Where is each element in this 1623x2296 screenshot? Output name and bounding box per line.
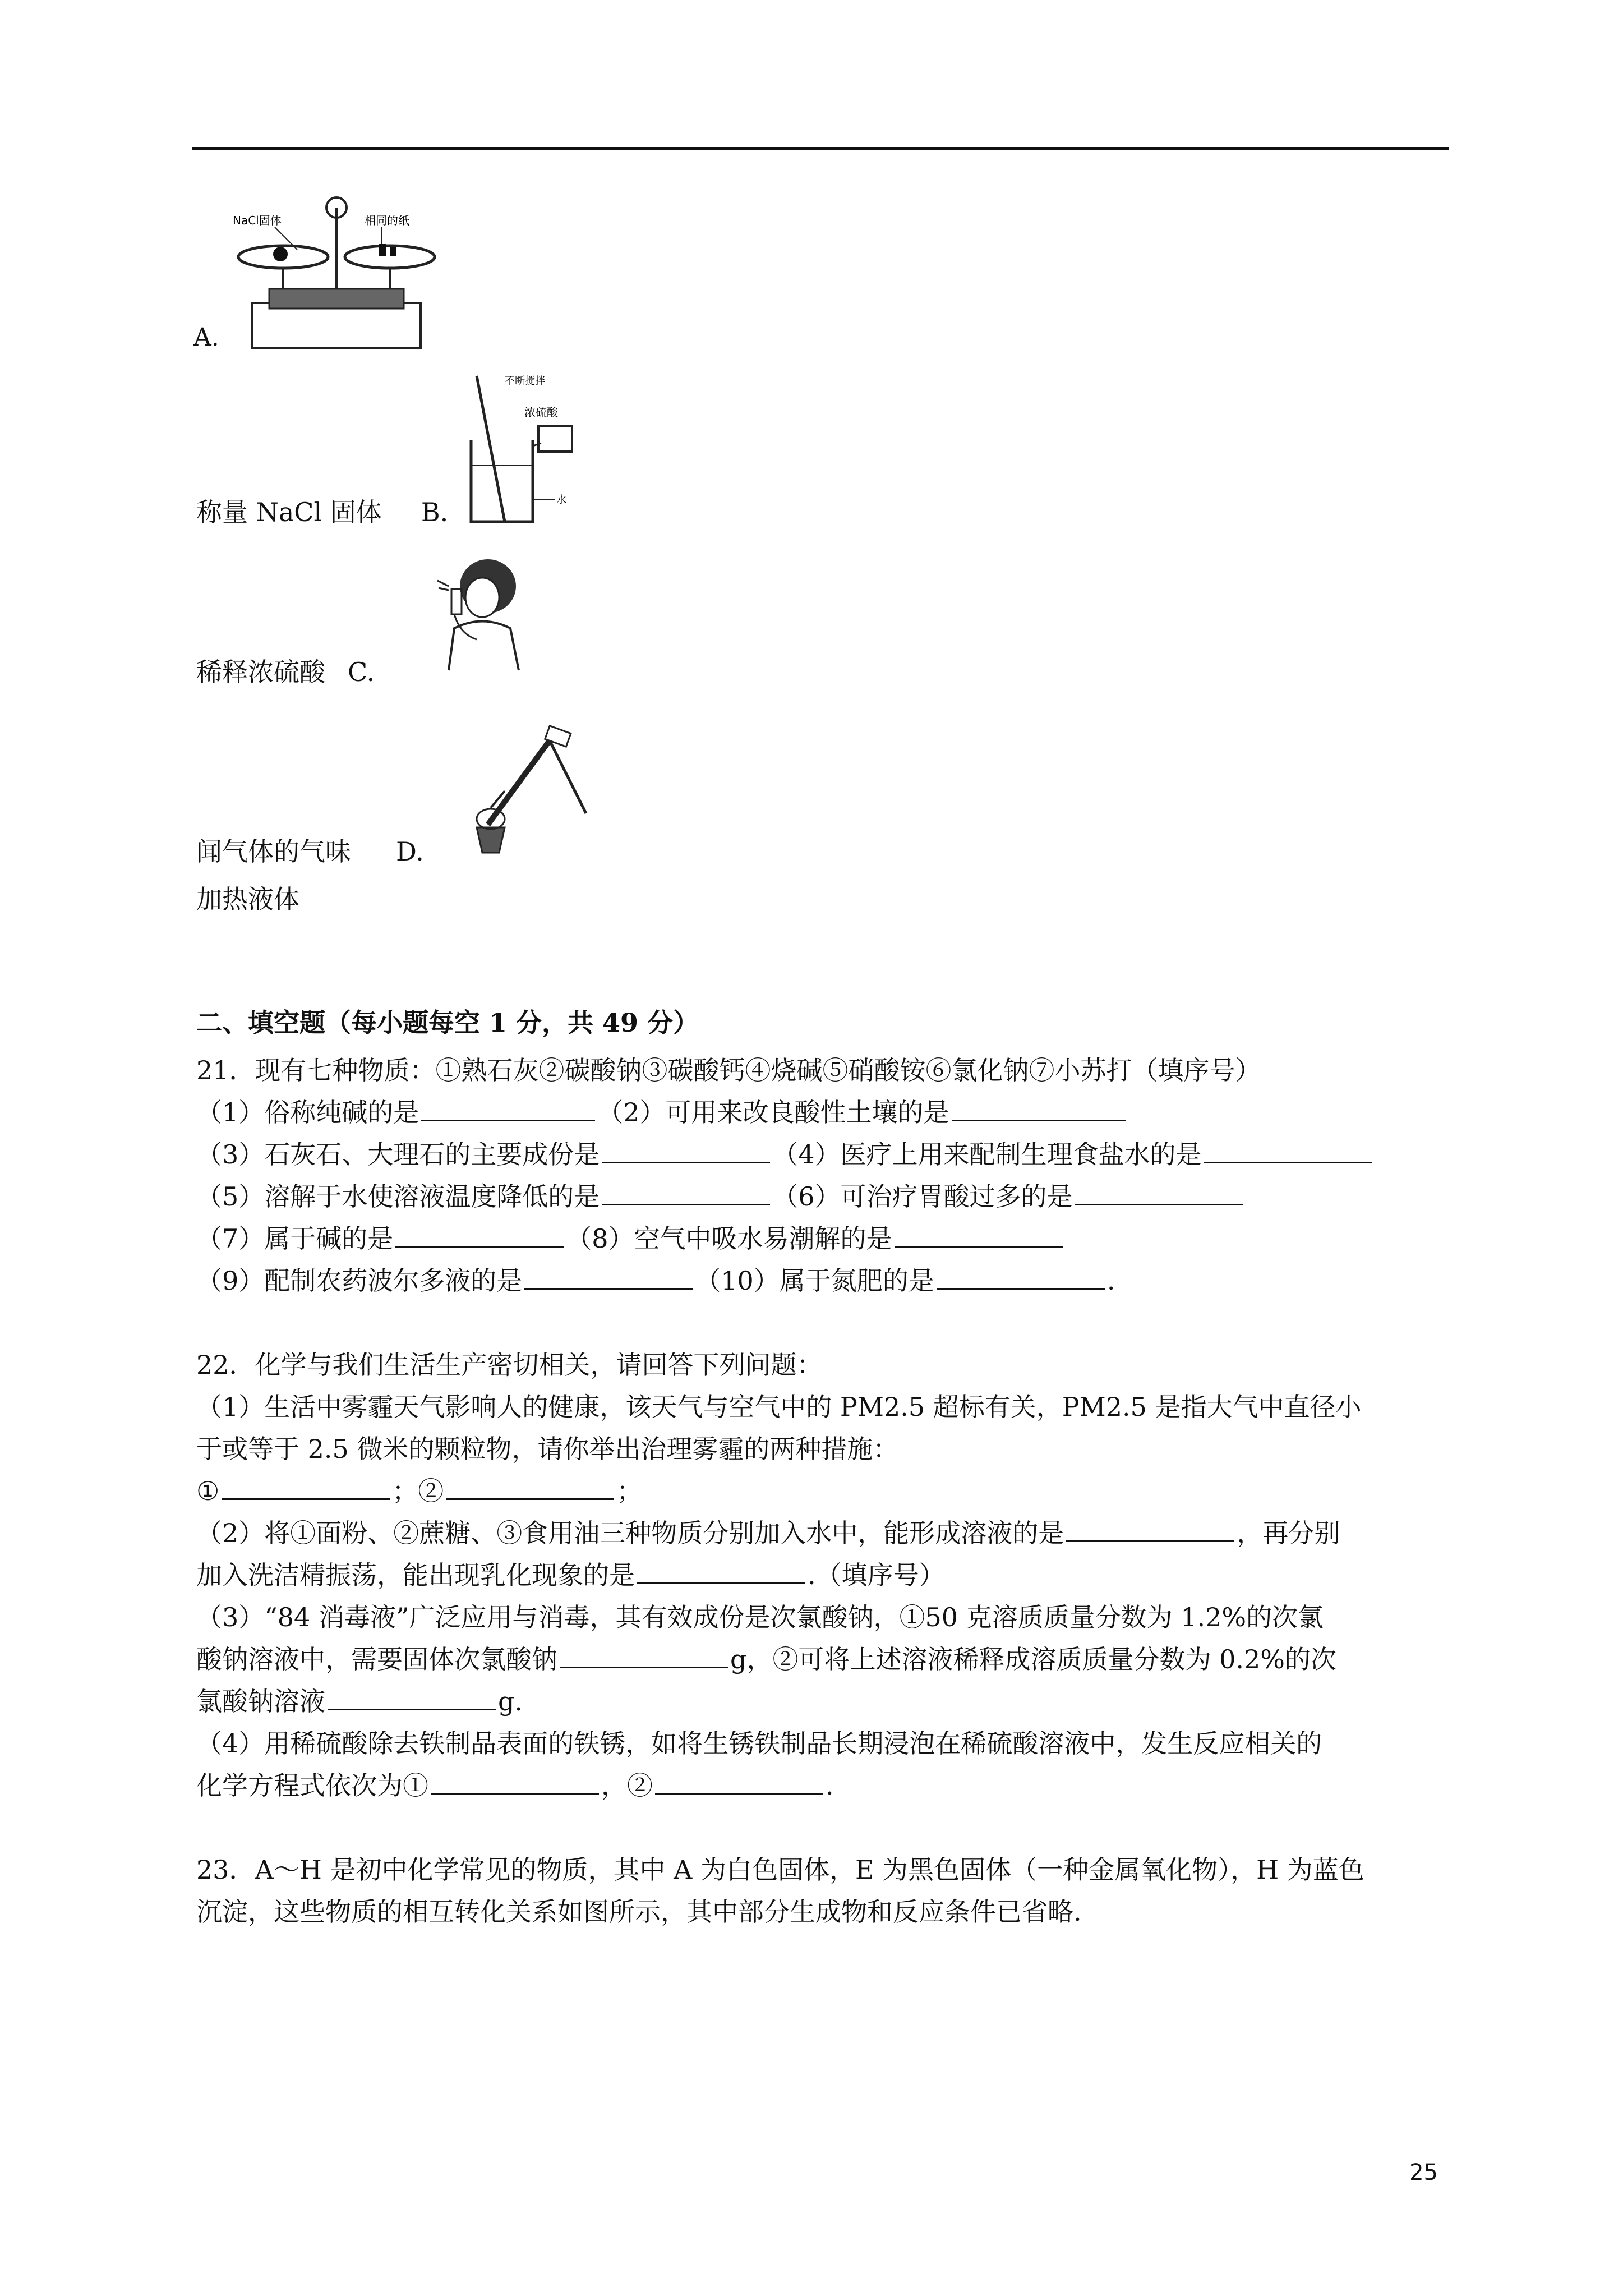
option-b-caption: 稀释浓硫酸 [196,657,325,687]
section-2-heading: 二、填空题（每小题每空 1 分，共 49 分） [196,1007,699,1038]
q21-blank-7[interactable] [395,1245,564,1248]
fig-a-label-right: 相同的纸 [365,214,409,227]
q21-blank-9[interactable] [524,1287,693,1290]
q21-blank-8[interactable] [895,1245,1063,1248]
page-number: 25 [1409,2160,1438,2185]
q22-s2-line2: 加入洗洁精振荡，能出现乳化现象的是 [196,1560,635,1590]
q23-line1: 23．A～H 是初中化学常见的物质，其中 A 为白色固体，E 为黑色固体（一种金属氧化物），H 为蓝色 [196,1855,1364,1885]
q21-blank-6[interactable] [1075,1203,1243,1205]
q21-p7: （7）属于碱的是 [196,1223,394,1254]
q23-line2: 沉淀，这些物质的相互转化关系如图所示，其中部分生成物和反应条件已省略. [196,1897,1082,1927]
q21-blank-3[interactable] [602,1161,770,1163]
q21-p10: （10）属于氮肥的是 [695,1266,934,1296]
heating-figure [465,724,606,858]
q22-semicolon: ； [616,1476,643,1506]
q22-s4-line2-mid: ，② [601,1770,653,1801]
q22-blank-solution[interactable] [1066,1540,1234,1542]
q22-stem: 22．化学与我们生活生产密切相关，请回答下列问题： [196,1350,823,1380]
q21-p9: （9）配制农药波尔多液的是 [196,1266,523,1296]
q21-end: . [1106,1266,1115,1296]
q21-p2: （2）可用来改良酸性土壤的是 [597,1097,949,1128]
q22-mark-1: ① [196,1476,220,1506]
q22-blank-mass-1[interactable] [560,1666,728,1668]
option-b-letter: B. [421,497,449,527]
balance-figure [230,191,443,353]
q22-s1-line2: 于或等于 2.5 微米的颗粒物，请你举出治理雾霾的两种措施： [196,1434,899,1464]
q22-separator: ；② [392,1476,444,1506]
q22-s3-line3-end: g. [498,1686,523,1717]
q22-blank-measure-1[interactable] [222,1498,390,1500]
option-a-caption: 称量 NaCl 固体 [196,497,382,527]
option-a-letter: A. [193,323,219,352]
q21-p4: （4）医疗上用来配制生理食盐水的是 [772,1139,1202,1170]
q21-blank-4[interactable] [1204,1161,1372,1163]
q21-blank-5[interactable] [602,1203,770,1205]
q22-s3-line2: 酸钠溶液中，需要固体次氯酸钠 [196,1644,557,1674]
q22-blank-mass-2[interactable] [328,1708,496,1710]
q22-s2-line2-end: .（填序号） [808,1560,945,1590]
q21-blank-10[interactable] [937,1287,1105,1290]
fig-b-label-water: 水 [556,494,566,506]
option-d-caption: 加热液体 [196,884,299,914]
q22-s3-line1: （3）“84 消毒液”广泛应用与消毒，其有效成份是次氯酸钠，①50 克溶质质量分数为 1.2%的次氯 [196,1602,1324,1632]
q22-s4-line2: 化学方程式依次为① [196,1770,428,1801]
fig-a-label-left: NaCl固体 [233,214,282,227]
q22-s4-line1: （4）用稀硫酸除去铁制品表面的铁锈，如将生锈铁制品长期浸泡在稀硫酸溶液中，发生反应相关的 [196,1728,1322,1759]
q22-s3-line2-mid: g，②可将上述溶液稀释成溶质质量分数为 0.2%的次 [730,1644,1336,1674]
q22-blank-equation-2[interactable] [655,1792,823,1795]
q22-blank-emulsion[interactable] [637,1582,805,1584]
q21-blank-2[interactable] [952,1119,1126,1121]
q22-s4-line2-end: . [826,1770,834,1801]
q22-blank-measure-2[interactable] [446,1498,614,1500]
q22-s2-line1: （2）将①面粉、②蔗糖、③食用油三种物质分别加入水中，能形成溶液的是 [196,1518,1064,1548]
fig-b-label-acid: 浓硫酸 [524,406,558,419]
q21-p8: （8）空气中吸水易潮解的是 [566,1223,892,1254]
q21-p3: （3）石灰石、大理石的主要成份是 [196,1139,600,1170]
q22-s1-line1: （1）生活中雾霾天气影响人的健康，该天气与空气中的 PM2.5 超标有关，PM2.5 是指大气中直径小 [196,1392,1362,1422]
dilution-figure [460,370,606,527]
q21-blank-1[interactable] [421,1119,595,1121]
option-d-letter: D. [396,836,424,867]
q21-p6: （6）可治疗胃酸过多的是 [772,1181,1073,1212]
q22-s2-line1-end: ，再分别 [1237,1518,1340,1548]
fig-b-label-top: 不断搅拌 [505,375,545,387]
option-c-letter: C. [348,657,375,687]
q22-blank-equation-1[interactable] [431,1792,599,1795]
q21-stem: 21．现有七种物质：①熟石灰②碳酸钠③碳酸钙④烧碱⑤硝酸铵⑥氯化钠⑦小苏打（填序号） [196,1055,1261,1085]
q21-p5: （5）溶解于水使溶液温度降低的是 [196,1181,600,1212]
smell-gas-figure [426,555,538,673]
option-c-caption: 闻气体的气味 [196,836,351,867]
q21-p1: （1）俗称纯碱的是 [196,1097,419,1128]
q22-s3-line3: 氯酸钠溶液 [196,1686,325,1717]
header-rule [192,147,1449,150]
